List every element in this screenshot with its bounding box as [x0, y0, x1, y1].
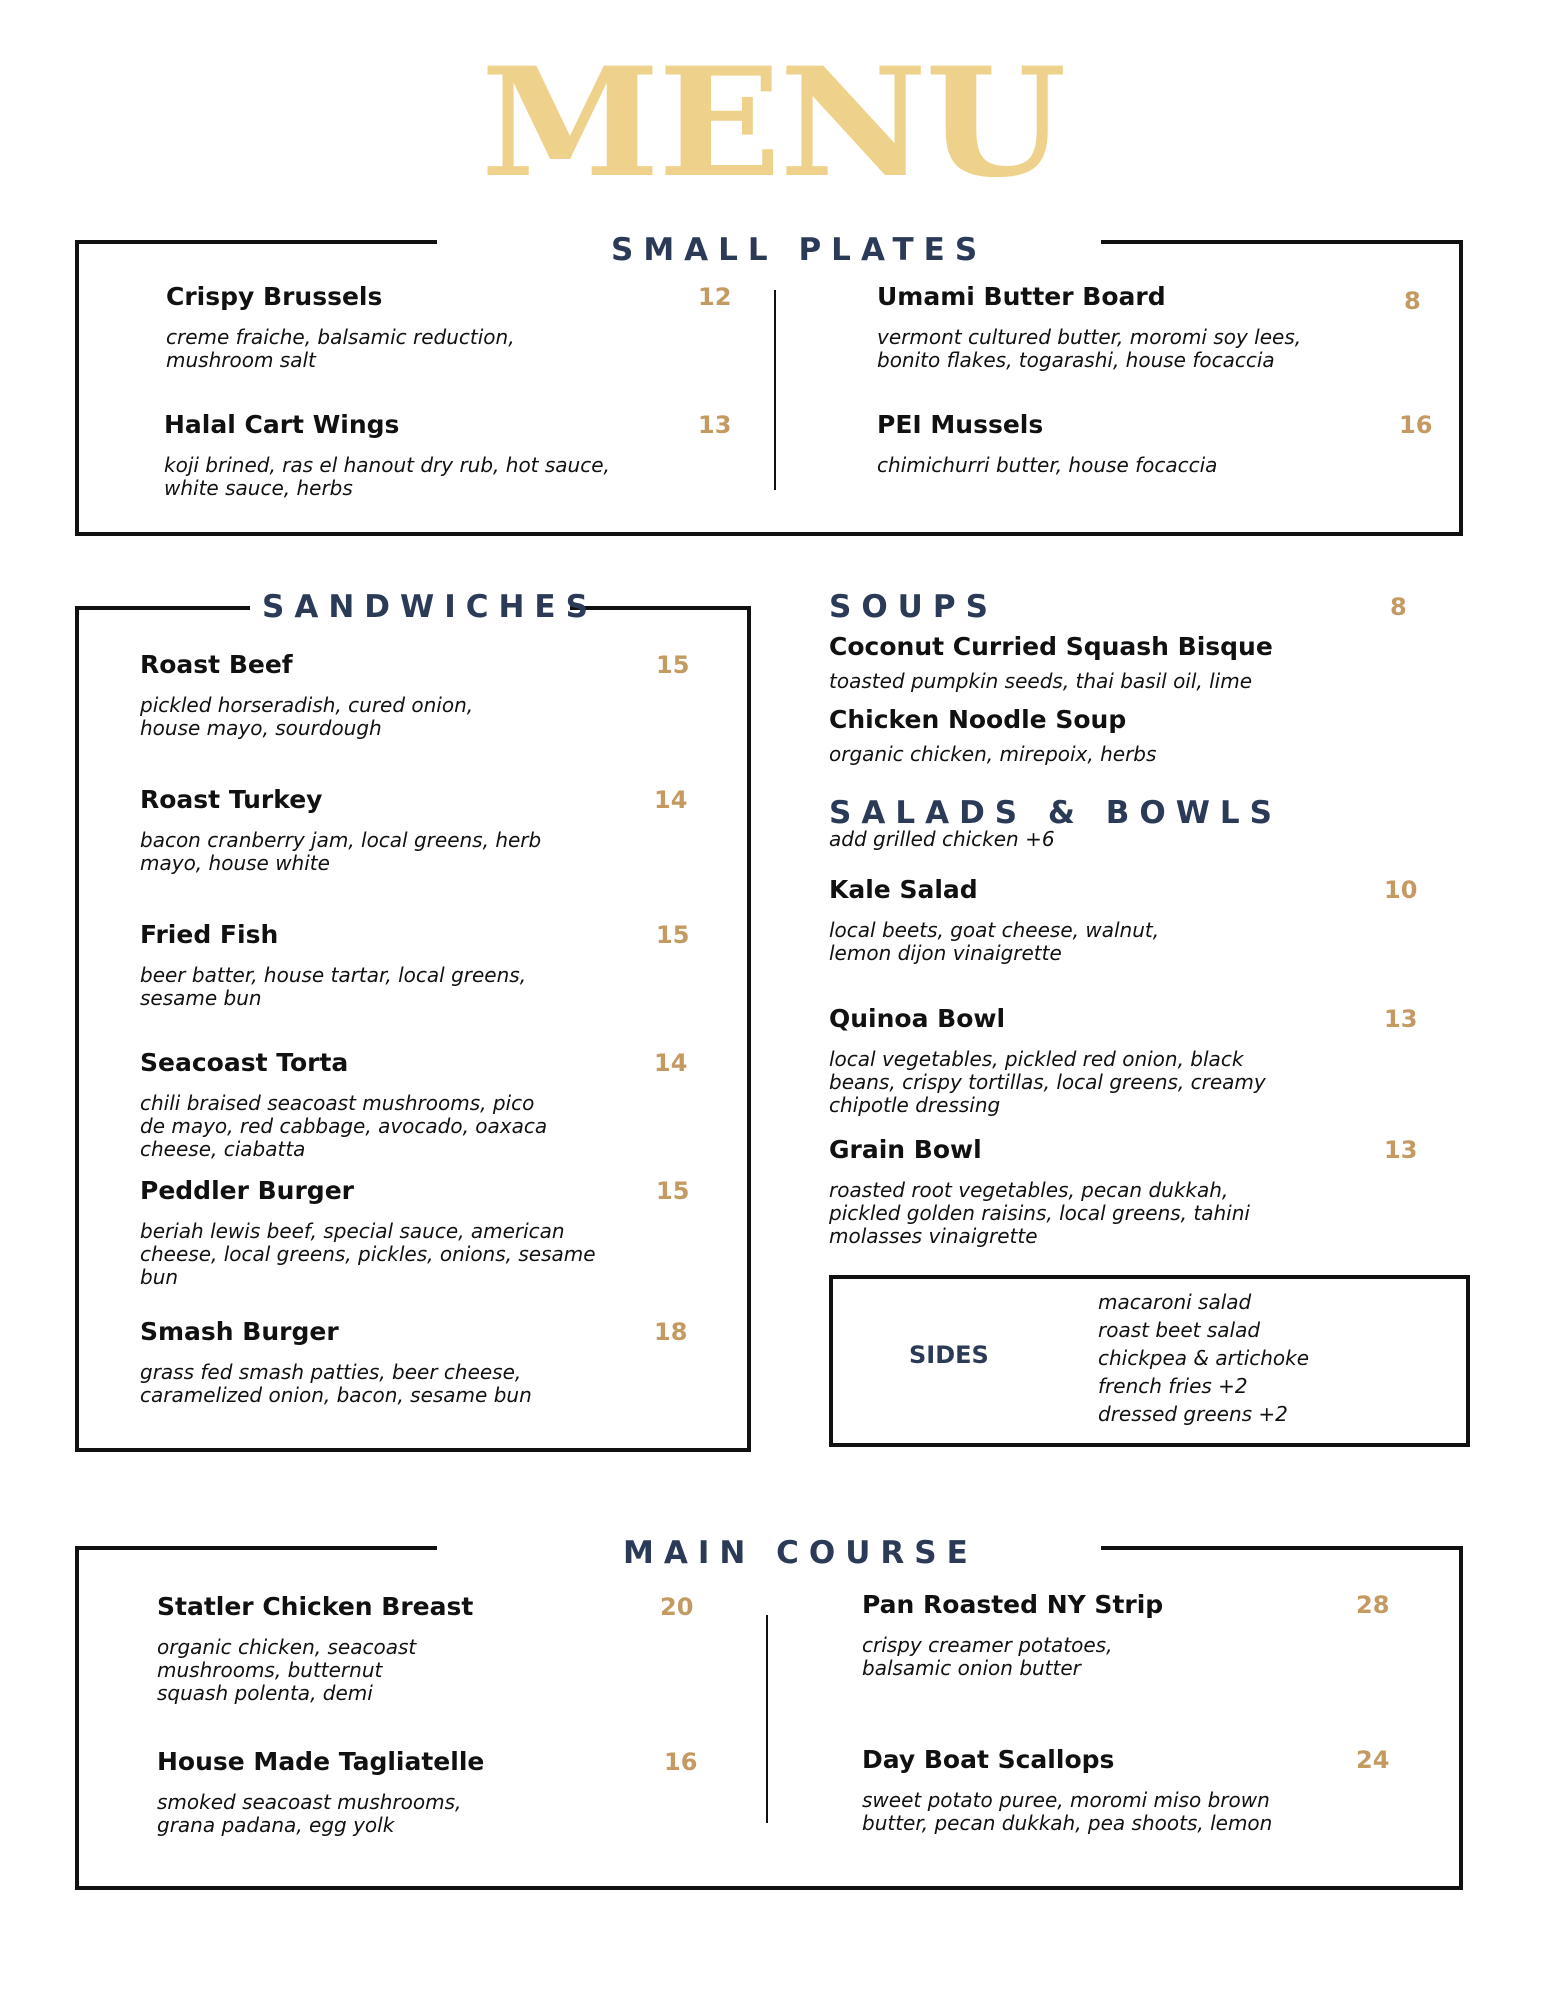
menu-item-name: Day Boat Scallops	[862, 1745, 1115, 1774]
menu-item-name: Crispy Brussels	[166, 282, 383, 311]
menu-item-name: Smash Burger	[140, 1317, 339, 1346]
menu-item-desc: crispy creamer potatoes, balsamic onion butter	[862, 1633, 1113, 1680]
menu-item-price: 13	[1384, 1005, 1418, 1033]
menu-item-price: 24	[1356, 1746, 1390, 1774]
menu-item-name: Grain Bowl	[829, 1135, 982, 1164]
sandwiches-heading: SANDWICHES	[262, 589, 598, 625]
menu-item-desc: organic chicken, seacoast mushrooms, butternut squash polenta, demi	[157, 1635, 417, 1705]
menu-item-name: Umami Butter Board	[877, 282, 1166, 311]
menu-item-price: 28	[1356, 1591, 1390, 1619]
soups-heading: SOUPS	[829, 589, 998, 625]
menu-item-name: Statler Chicken Breast	[157, 1592, 474, 1621]
small-plates-heading: SMALL PLATES	[611, 232, 988, 268]
menu-item-price: 13	[1384, 1136, 1418, 1164]
menu-item-name: House Made Tagliatelle	[157, 1747, 485, 1776]
menu-item-desc: bacon cranberry jam, local greens, herb mayo, house white	[140, 828, 542, 875]
menu-item-price: 14	[654, 1049, 688, 1077]
menu-item-price: 16	[664, 1748, 698, 1776]
menu-title: MENU	[480, 35, 1065, 211]
menu-item-price: 12	[698, 283, 732, 311]
sides-item: french fries +2	[1098, 1374, 1248, 1398]
menu-item-name: Roast Beef	[140, 650, 293, 679]
menu-item-desc: beriah lewis beef, special sauce, american cheese, local greens, pickles, onions, sesame bun	[140, 1219, 596, 1289]
menu-item-name: Halal Cart Wings	[164, 410, 400, 439]
menu-item-name: Peddler Burger	[140, 1176, 354, 1205]
menu-item-price: 16	[1399, 411, 1433, 439]
menu-item-price: 13	[698, 411, 732, 439]
menu-item-desc: vermont cultured butter, moromi soy lees, bonito flakes, togarashi, house focaccia	[877, 325, 1302, 372]
menu-item-desc: roasted root vegetables, pecan dukkah, pickled golden raisins, local greens, tahini molasses vinaigrette	[829, 1178, 1250, 1248]
menu-item-name: Chicken Noodle Soup	[829, 705, 1127, 734]
menu-item-desc: local beets, goat cheese, walnut, lemon dijon vinaigrette	[829, 918, 1160, 965]
sides-label: SIDES	[909, 1341, 989, 1369]
menu-item-desc: koji brined, ras el hanout dry rub, hot sauce, white sauce, herbs	[164, 453, 610, 500]
menu-item-name: Roast Turkey	[140, 785, 323, 814]
sides-item: chickpea & artichoke	[1098, 1346, 1310, 1370]
sides-list	[1098, 1288, 1309, 1428]
sides-item: roast beet salad	[1098, 1318, 1261, 1342]
menu-item-name: Seacoast Torta	[140, 1048, 349, 1077]
menu-item-price: 18	[654, 1318, 688, 1346]
sides-item: macaroni salad	[1098, 1290, 1252, 1314]
menu-item-name: Coconut Curried Squash Bisque	[829, 632, 1273, 661]
main-course-heading: MAIN COURSE	[623, 1535, 978, 1571]
menu-item-name: Quinoa Bowl	[829, 1004, 1006, 1033]
soups-price: 8	[1390, 593, 1407, 621]
salads-note: add grilled chicken +6	[829, 827, 1055, 851]
menu-item-desc: sweet potato puree, moromi miso brown butter, pecan dukkah, pea shoots, lemon	[862, 1788, 1273, 1835]
menu-item-name: Pan Roasted NY Strip	[862, 1590, 1164, 1619]
menu-item-desc: smoked seacoast mushrooms, grana padana, egg yolk	[157, 1790, 462, 1837]
menu-item-desc: local vegetables, pickled red onion, black beans, crispy tortillas, local greens, creamy chipotle dressing	[829, 1047, 1266, 1117]
menu-item-price: 15	[656, 1177, 690, 1205]
menu-item-price: 8	[1404, 287, 1421, 315]
menu-item-price: 20	[660, 1593, 694, 1621]
menu-item-desc: pickled horseradish, cured onion, house mayo, sourdough	[140, 693, 474, 740]
menu-item-price: 15	[656, 921, 690, 949]
small-plates-divider	[774, 290, 776, 490]
menu-item-price: 15	[656, 651, 690, 679]
menu-item-price: 10	[1384, 876, 1418, 904]
menu-item-price: 14	[654, 786, 688, 814]
sides-item: dressed greens +2	[1098, 1402, 1288, 1426]
menu-item-name: Fried Fish	[140, 920, 279, 949]
menu-item-name: Kale Salad	[829, 875, 978, 904]
menu-item-desc: grass fed smash patties, beer cheese, caramelized onion, bacon, sesame bun	[140, 1360, 532, 1407]
menu-item-desc: toasted pumpkin seeds, thai basil oil, lime	[829, 669, 1253, 693]
menu-item-desc: creme fraiche, balsamic reduction, mushroom salt	[166, 325, 515, 372]
menu-item-desc: chili braised seacoast mushrooms, pico de mayo, red cabbage, avocado, oaxaca cheese, ciabatta	[140, 1091, 548, 1161]
menu-item-desc: beer batter, house tartar, local greens, sesame bun	[140, 963, 527, 1010]
salads-heading: SALADS & BOWLS	[829, 795, 1282, 831]
menu-item-name: PEI Mussels	[877, 410, 1044, 439]
main-course-divider	[766, 1615, 768, 1823]
menu-item-desc: chimichurri butter, house focaccia	[877, 453, 1218, 477]
menu-item-desc: organic chicken, mirepoix, herbs	[829, 742, 1157, 766]
